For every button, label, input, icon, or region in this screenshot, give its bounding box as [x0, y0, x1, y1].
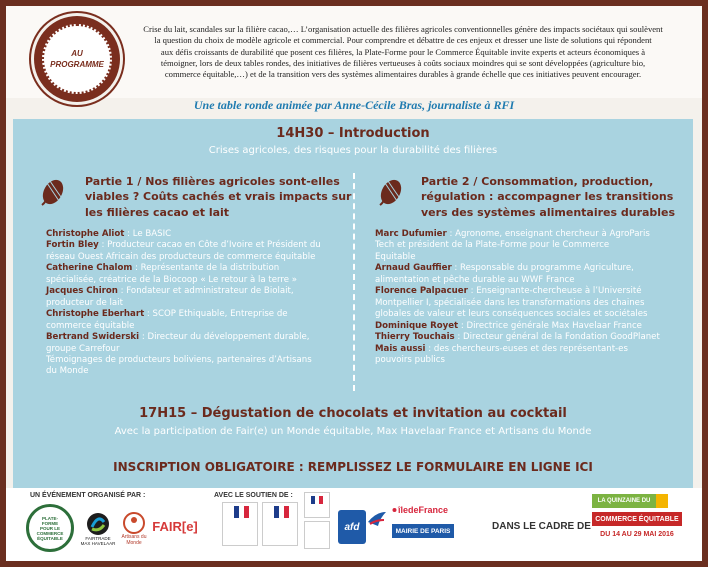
speaker-line: Montpellier I, spécialisée dans les transformations des chaines [375, 297, 645, 308]
speaker-line: Catherine Chalom : Représentante de la distribution [46, 263, 280, 274]
flag-icon [305, 496, 329, 506]
flag-icon [264, 506, 298, 520]
ile-de-france-logo: îledeFrance [392, 502, 448, 518]
ministry-logo-4 [304, 521, 330, 549]
speaker-line: réseau Ouest Africain des producteurs de commerce équitable [46, 251, 316, 262]
framework-label: DANS LE CADRE DE [492, 521, 591, 532]
quinzaine-mid: COMMERCE ÉQUITABLE [592, 512, 682, 526]
poster [6, 6, 702, 561]
cocoa-pod-icon [377, 177, 403, 207]
paris-logo: MAIRIE DE PARIS [392, 524, 454, 538]
program-badge [34, 16, 120, 102]
program-panel [13, 119, 693, 489]
speaker-line: producteur de lait [46, 297, 123, 308]
part1-speakers [46, 229, 351, 378]
afd-logo: afd [338, 510, 366, 544]
speaker-line: Florence Palpacuer : Enseignante-chercheuse à l’Université [375, 286, 642, 297]
speaker-line: globales de valeur et leurs conséquences sociales et sociétales [375, 309, 648, 320]
faire-logo: FAIR[e] [152, 518, 198, 534]
supported-by-label: AVEC LE SOUTIEN DE : [214, 492, 293, 499]
footer [6, 488, 702, 561]
speaker-line: Tech et président de la Plate-Forme pour le Commerce [375, 240, 610, 251]
adm-icon [123, 512, 145, 534]
speaker-line: pouvoirs publics [375, 354, 445, 365]
intro-subtitle: Crises agricoles, des risques pour la durabilité des filières [208, 145, 498, 156]
ministry-logo-3 [304, 492, 330, 518]
column-divider [353, 173, 355, 391]
speaker-line: commerce équitable [46, 320, 135, 331]
speaker-line: Jacques Chiron : Fondateur et administrateur de Biolait, [46, 286, 294, 297]
ministry-logo-2 [262, 502, 298, 546]
speaker-line: alimentation et pêche durable au WWF France [375, 274, 575, 285]
bird-logo [366, 508, 388, 530]
intro-time-title: 14H30 – Introduction [276, 126, 430, 141]
speaker-line: Dominique Royet : Directrice générale Max Havelaar France [375, 320, 642, 331]
cocktail-title: 17H15 – Dégustation de chocolats et invitation au cocktail [139, 406, 567, 421]
registration-link[interactable]: INSCRIPTION OBLIGATOIRE : REMPLISSEZ LE FORMULAIRE EN LIGNE ICI [113, 460, 593, 474]
speaker-line: Thierry Touchais : Directeur général de la Fondation GoodPlanet [375, 332, 660, 343]
cocktail-subtitle: Avec la participation de Fair(e) un Monde équitable, Max Havelaar France et Artisans du Monde [114, 426, 592, 437]
intro-text: Crise du lait, scandales sur la filière cacao,… L’organisation actuelle des filières agricoles conventionnelles génère des impacts sociétaux qui soulèvent la question du choix de modèle agricole et commercial. Pour comprendre et débattre de ces enjeux et dresser une liste de solutions qui répondent aux défis croissants de durabilité que posent ces filières, la Plate-Forme pour le Commerce Équitable invite experts et acteurs économiques à témoigner, lors de deux tables rondes, des initiatives de filières vertueuses à coûts sociaux moindres qui se sont développées (agriculture bio, commerce équitable,…) et de la transition vers des systèmes alimentaires durables à grande échelle que ces initiatives peuvent encourager. [143, 24, 663, 80]
flag-icon [224, 506, 258, 520]
ministry-logo-1 [222, 502, 258, 546]
pfce-logo: PLATE-FORME POUR LE COMMERCE ÉQUITABLE [26, 504, 74, 552]
quinzaine-top: LA QUINZAINE DU [592, 494, 656, 508]
header [6, 6, 702, 112]
speaker-line: du Monde [46, 366, 89, 377]
fairtrade-icon [86, 512, 110, 536]
quinzaine-square [656, 494, 668, 508]
adm-logo: Artisans du Monde [118, 506, 150, 552]
speaker-line: Bertrand Swiderski : Directeur du développement durable, [46, 332, 310, 343]
part2-speakers [375, 229, 691, 366]
bird-icon [366, 508, 388, 530]
speaker-line: Marc Dufumier : Agronome, enseignant chercheur à AgroParis [375, 229, 650, 239]
speaker-line: Fortin Bley : Producteur cacao en Côte d’Ivoire et Président du [46, 240, 321, 251]
organised-by-label: UN ÉVÉNEMENT ORGANISÉ PAR : [30, 492, 146, 499]
speaker-line: groupe Carrefour [46, 343, 120, 354]
quinzaine-date: DU 14 AU 29 MAI 2016 [600, 530, 674, 538]
speaker-line: Témoignages de producteurs boliviens, partenaires d’Artisans [46, 354, 312, 365]
badge-text: AU PROGRAMME [50, 49, 104, 69]
speaker-line: Mais aussi : des chercheurs-euses et des représentant-es [375, 343, 628, 354]
speaker-line: Christophe Eberhart : SCOP Ethiquable, Entreprise de [46, 309, 288, 320]
speaker-line: spécialisée, créatrice de la Biocoop « Le retour à la terre » [46, 274, 298, 285]
cocoa-pod-icon [39, 177, 65, 207]
part1-title: Partie 1 / Nos filières agricoles sont-elles viables ? Coûts cachés et vrais impacts sur les filières cacao et lait [85, 175, 352, 219]
fairtrade-logo: FAIRTRADE MAX HAVELAAR [80, 506, 116, 552]
moderator-line: Une table ronde animée par Anne-Cécile Bras, journaliste à RFI [193, 98, 515, 112]
part2-title: Partie 2 / Consommation, production, régulation : accompagner les transitions vers des systèmes alimentaires durables [421, 175, 676, 219]
star-icon [392, 505, 397, 515]
speaker-line: Christophe Aliot : Le BASIC [46, 229, 172, 239]
speaker-line: Arnaud Gauffier : Responsable du programme Agriculture, [375, 263, 634, 274]
speaker-line: Equitable [375, 251, 416, 262]
